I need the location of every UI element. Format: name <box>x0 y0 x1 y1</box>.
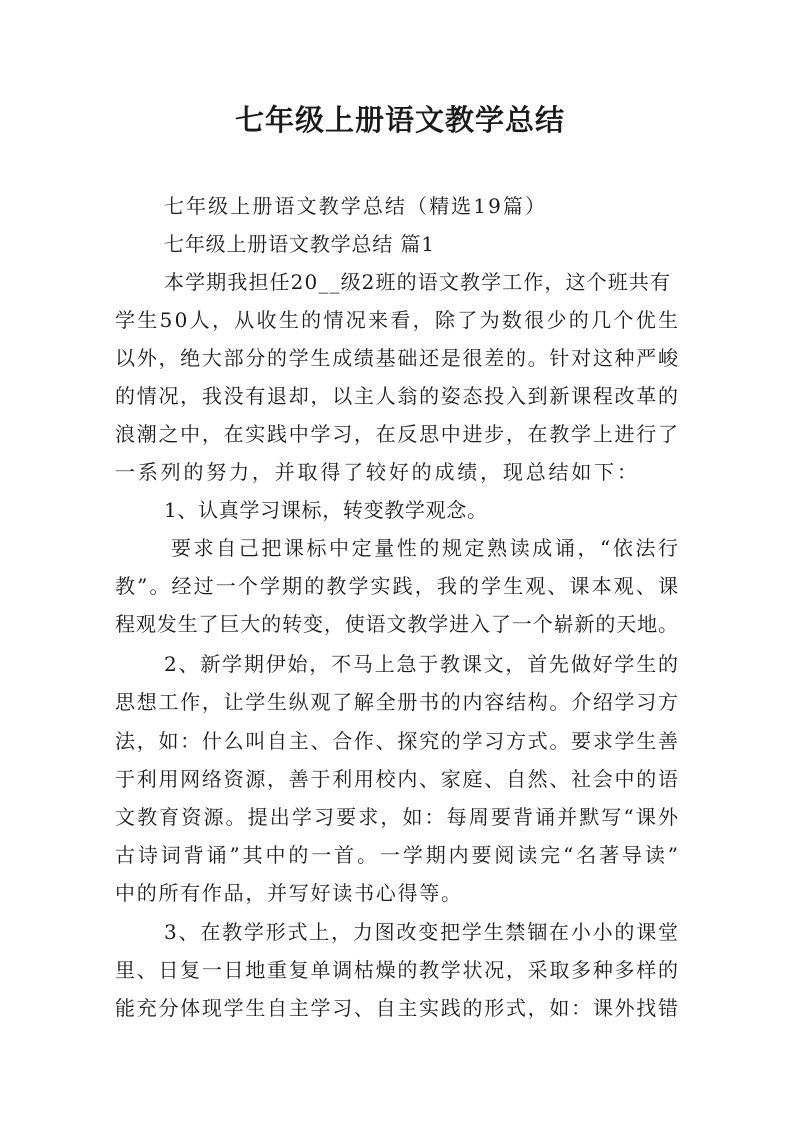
document-title: 七年级上册语文教学总结 <box>234 103 565 137</box>
body-line: 学生50人，从收生的情况来看，除了为数很少的几个优生 <box>115 308 681 332</box>
body-line: 一系列的努力，并取得了较好的成绩，现总结如下： <box>115 460 640 484</box>
body-line: 古诗词背诵”其中的一首。一学期内要阅读完“名著导读” <box>115 843 681 867</box>
body-line: 本学期我担任20__级2班的语文教学工作，这个班共有 <box>164 270 672 294</box>
body-line: 教”。经过一个学期的教学实践，我的学生观、课本观、课 <box>115 574 681 598</box>
body-line: 里、日复一日地重复单调枯燥的教学状况，采取多种多样的 <box>115 958 680 982</box>
body-line: 浪潮之中，在实践中学习，在反思中进步，在教学上进行了 <box>115 422 680 446</box>
body-line: 以外，绝大部分的学生成绩基础还是很差的。针对这种严峻 <box>115 346 680 370</box>
body-line: 七年级上册语文教学总结（精选19篇） <box>164 194 548 218</box>
body-line: 3、在教学形式上，力图改变把学生禁锢在小小的课堂 <box>164 920 680 944</box>
body-line: 的情况，我没有退却，以主人翁的姿态投入到新课程改革的 <box>115 384 680 408</box>
body-line: 七年级上册语文教学总结 篇1 <box>164 232 435 256</box>
body-line: 1、认真学习课标，转变教学观念。 <box>164 498 488 522</box>
body-line: 程观发生了巨大的转变，使语文教学进入了一个崭新的天地。 <box>115 612 679 636</box>
body-line: 2、新学期伊始，不马上急于教课文，首先做好学生的 <box>164 652 680 676</box>
body-line: 文教育资源。提出学习要求，如：每周要背诵并默写“课外 <box>115 805 681 829</box>
body-line: 法，如：什么叫自主、合作、探究的学习方式。要求学生善 <box>115 729 680 753</box>
body-line: 思想工作，让学生纵观了解全册书的内容结构。介绍学习方 <box>115 690 680 714</box>
body-line: 于利用网络资源，善于利用校内、家庭、自然、社会中的语 <box>115 767 680 791</box>
body-line: 能充分体现学生自主学习、自主实践的形式，如：课外找错 <box>115 996 680 1020</box>
body-line: 中的所有作品，并写好读书心得等。 <box>115 881 463 905</box>
body-line: 要求自己把课标中定量性的规定熟读成诵，“依法行 <box>171 536 681 560</box>
